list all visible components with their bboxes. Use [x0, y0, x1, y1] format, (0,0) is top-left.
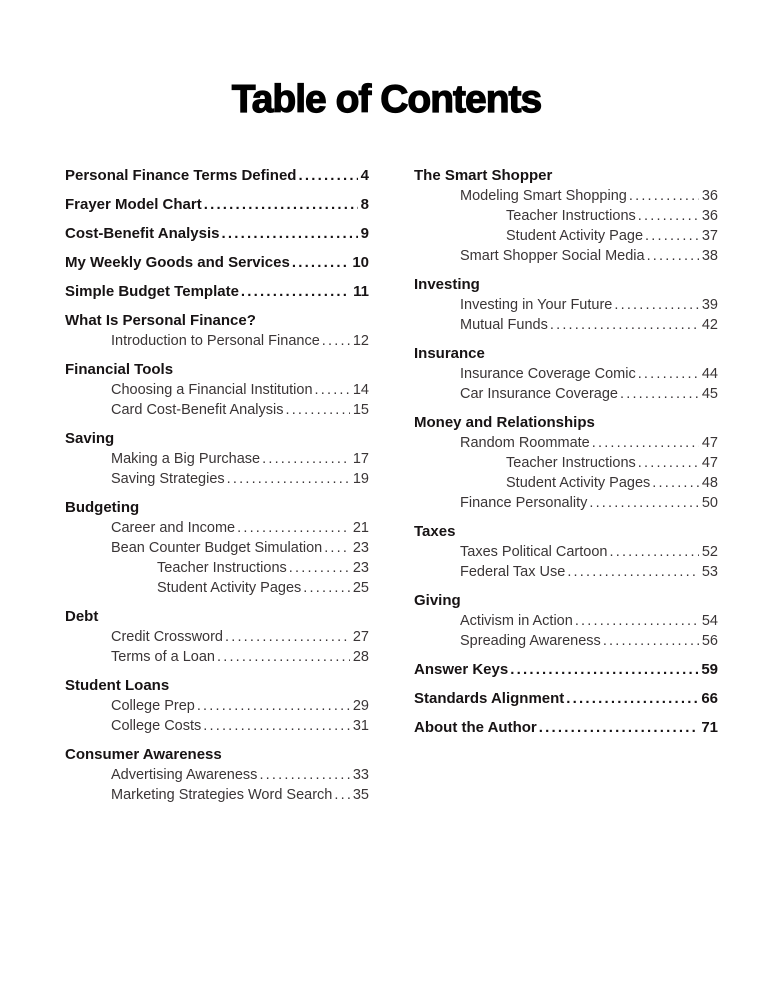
toc-entry-label: Consumer Awareness [65, 746, 222, 763]
toc-section-heading [414, 275, 718, 295]
toc-column-right [414, 166, 718, 805]
toc-entry-label: Teacher Instructions [157, 560, 287, 576]
toc-entry [65, 449, 369, 469]
toc-entry-label: Saving [65, 430, 115, 447]
dot-leader [652, 473, 699, 493]
dot-leader [303, 578, 350, 598]
dot-leader [575, 611, 699, 631]
page-number: 42 [701, 317, 718, 333]
dot-leader [589, 493, 699, 513]
page-number: 29 [352, 698, 369, 714]
dot-leader [241, 282, 350, 302]
dot-leader [550, 315, 699, 335]
toc-entry [414, 718, 718, 738]
toc-entry-label: Teacher Instructions [506, 208, 636, 224]
page-number: 44 [701, 366, 718, 382]
toc-entry-label: Taxes Political Cartoon [460, 544, 608, 560]
dot-leader [645, 226, 699, 246]
toc-entry-label: Activism in Action [460, 613, 573, 629]
toc-entry [414, 226, 718, 246]
page-number: 59 [701, 661, 718, 678]
dot-leader [638, 206, 699, 226]
page-number: 15 [352, 402, 369, 418]
page-number: 56 [701, 633, 718, 649]
toc-entry [414, 364, 718, 384]
toc-entry-label: Giving [414, 592, 461, 609]
dot-leader [204, 195, 358, 215]
toc-entry-label: Credit Crossword [111, 629, 223, 645]
toc-entry [65, 785, 369, 805]
page-number: 48 [701, 475, 718, 491]
dot-leader [227, 469, 350, 489]
toc-entry [414, 433, 718, 453]
dot-leader [629, 186, 699, 206]
toc-entry [65, 578, 369, 598]
dot-leader [610, 542, 699, 562]
page-number: 71 [701, 719, 718, 736]
dot-leader [203, 716, 350, 736]
toc-entry-label: Modeling Smart Shopping [460, 188, 627, 204]
toc-section-heading [414, 166, 718, 186]
toc-entry-label: College Costs [111, 718, 202, 734]
toc-entry-label: Student Loans [65, 677, 170, 694]
toc-entry-label: Terms of a Loan [111, 649, 215, 665]
toc-entry-label: Cost-Benefit Analysis [65, 225, 220, 242]
page-number: 31 [352, 718, 369, 734]
dot-leader [289, 558, 350, 578]
dot-leader [647, 246, 699, 266]
toc-entry-label: Bean Counter Budget Simulation [111, 540, 323, 556]
toc-entry [414, 384, 718, 404]
page-number: 10 [352, 254, 369, 271]
toc-entry [414, 315, 718, 335]
toc-entry [414, 660, 718, 680]
page-number: 8 [360, 196, 369, 213]
toc-section-heading [65, 498, 369, 518]
toc-entry-label: Student Activity Page [506, 228, 644, 244]
page-number: 66 [701, 690, 718, 707]
toc-entry [65, 538, 369, 558]
page-title: Table of Contents [231, 78, 542, 121]
dot-leader [292, 253, 349, 273]
page-number: 25 [352, 580, 369, 596]
toc-entry-label: Introduction to Personal Finance [111, 333, 320, 349]
dot-leader [510, 660, 698, 680]
toc-entry [65, 765, 369, 785]
toc-entry [65, 469, 369, 489]
dot-leader [221, 224, 357, 244]
toc-entry [414, 689, 718, 709]
toc-entry [65, 380, 369, 400]
dot-leader [620, 384, 699, 404]
toc-entry-label: Frayer Model Chart [65, 196, 202, 213]
toc-entry-label: Student Activity Pages [506, 475, 651, 491]
toc-entry [65, 224, 369, 244]
dot-leader [566, 689, 698, 709]
page-number: 35 [352, 787, 369, 803]
page-number: 53 [701, 564, 718, 580]
toc-entry [65, 716, 369, 736]
page-number: 12 [352, 333, 369, 349]
dot-leader [567, 562, 699, 582]
toc-entry [414, 186, 718, 206]
page-number: 36 [701, 208, 718, 224]
toc-section-heading [65, 311, 369, 331]
page-number: 33 [352, 767, 369, 783]
toc-entry-label: Investing [414, 276, 480, 293]
toc-entry-label: Card Cost-Benefit Analysis [111, 402, 284, 418]
toc-section-heading [65, 360, 369, 380]
dot-leader [614, 295, 699, 315]
dot-leader [315, 380, 350, 400]
page-number: 36 [701, 188, 718, 204]
toc-entry-label: Marketing Strategies Word Search [111, 787, 333, 803]
toc-entry [65, 282, 369, 302]
toc-entry [414, 562, 718, 582]
toc-entry-label: Random Roommate [460, 435, 590, 451]
toc-entry [414, 542, 718, 562]
dot-leader [298, 166, 357, 186]
toc-entry [414, 453, 718, 473]
page-number: 21 [352, 520, 369, 536]
toc-entry [65, 253, 369, 273]
toc-entry [414, 631, 718, 651]
page-number: 11 [353, 283, 369, 300]
toc-entry [414, 295, 718, 315]
toc-entry-label: Insurance Coverage Comic [460, 366, 636, 382]
toc-entry-label: About the Author [414, 719, 537, 736]
toc-entry [65, 331, 369, 351]
dot-leader [592, 433, 699, 453]
toc-entry-label: Taxes [414, 523, 456, 540]
toc-entry [65, 647, 369, 667]
toc-entry-label: Advertising Awareness [111, 767, 258, 783]
toc-column-left [65, 166, 369, 805]
toc-entry-label: Personal Finance Terms Defined [65, 167, 297, 184]
toc-entry [414, 246, 718, 266]
toc-section-heading [65, 429, 369, 449]
toc-entry-label: Car Insurance Coverage [460, 386, 618, 402]
dot-leader [237, 518, 350, 538]
dot-leader [539, 718, 699, 738]
dot-leader [197, 696, 350, 716]
page-number: 45 [701, 386, 718, 402]
toc-entry-label: Simple Budget Template [65, 283, 239, 300]
toc-entry-label: Financial Tools [65, 361, 174, 378]
toc-entry [65, 166, 369, 186]
toc-entry-label: Mutual Funds [460, 317, 548, 333]
toc-entry-label: Budgeting [65, 499, 140, 516]
page-number: 4 [360, 167, 369, 184]
toc-entry-label: Debt [65, 608, 99, 625]
toc-section-heading [414, 522, 718, 542]
page-number: 17 [352, 451, 369, 467]
toc-entry-label: Spreading Awareness [460, 633, 601, 649]
toc-section-heading [65, 745, 369, 765]
toc-entry-label: Teacher Instructions [506, 455, 636, 471]
toc-entry-label: Career and Income [111, 520, 236, 536]
toc-entry-label: Smart Shopper Social Media [460, 248, 645, 264]
toc-entry-label: Answer Keys [414, 661, 509, 678]
toc-entry [414, 206, 718, 226]
toc-entry [65, 518, 369, 538]
toc-entry-label: Federal Tax Use [460, 564, 566, 580]
toc-entry [65, 558, 369, 578]
toc-entry [65, 696, 369, 716]
page-number: 50 [701, 495, 718, 511]
page-number: 38 [701, 248, 718, 264]
dot-leader [638, 364, 699, 384]
page-number: 37 [701, 228, 718, 244]
page-number: 23 [352, 540, 369, 556]
toc-entry-label: Money and Relationships [414, 414, 595, 431]
dot-leader [225, 627, 350, 647]
toc-entry-label: Choosing a Financial Institution [111, 382, 313, 398]
toc-entry [414, 611, 718, 631]
dot-leader [285, 400, 349, 420]
page-number: 47 [701, 435, 718, 451]
page-number: 52 [701, 544, 718, 560]
dot-leader [603, 631, 699, 651]
table-of-contents [0, 166, 773, 805]
toc-entry-label: The Smart Shopper [414, 167, 553, 184]
toc-entry-label: Finance Personality [460, 495, 588, 511]
page-number: 39 [701, 297, 718, 313]
page-number: 54 [701, 613, 718, 629]
toc-entry-label: Student Activity Pages [157, 580, 302, 596]
dot-leader [217, 647, 350, 667]
toc-entry-label: Making a Big Purchase [111, 451, 261, 467]
toc-entry-label: My Weekly Goods and Services [65, 254, 290, 271]
page-number: 14 [352, 382, 369, 398]
toc-section-heading [414, 413, 718, 433]
toc-entry-label: Standards Alignment [414, 690, 565, 707]
toc-entry-label: Investing in Your Future [460, 297, 613, 313]
page-number: 27 [352, 629, 369, 645]
toc-section-heading [414, 591, 718, 611]
dot-leader [262, 449, 350, 469]
dot-leader [324, 538, 350, 558]
toc-entry [65, 400, 369, 420]
toc-entry [414, 473, 718, 493]
toc-entry-label: Saving Strategies [111, 471, 225, 487]
dot-leader [322, 331, 350, 351]
toc-entry [65, 195, 369, 215]
page-number: 19 [352, 471, 369, 487]
page-number: 23 [352, 560, 369, 576]
page-number: 9 [360, 225, 369, 242]
toc-section-heading [414, 344, 718, 364]
dot-leader [259, 765, 349, 785]
toc-section-heading [65, 676, 369, 696]
toc-entry-label: Insurance [414, 345, 485, 362]
page-number: 47 [701, 455, 718, 471]
dot-leader [638, 453, 699, 473]
toc-section-heading [65, 607, 369, 627]
toc-entry-label: What Is Personal Finance? [65, 312, 256, 329]
page-number: 28 [352, 649, 369, 665]
toc-entry-label: College Prep [111, 698, 195, 714]
toc-entry [414, 493, 718, 513]
dot-leader [334, 785, 350, 805]
toc-entry [65, 627, 369, 647]
